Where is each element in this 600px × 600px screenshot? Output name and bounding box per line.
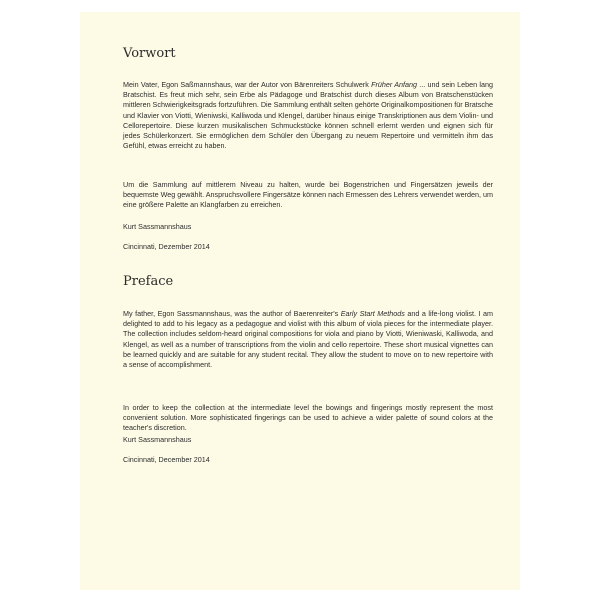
vorwort-p1-italic: Früher Anfang xyxy=(371,80,418,89)
preface-heading: Preface xyxy=(123,274,174,289)
document-page xyxy=(80,12,520,590)
vorwort-author: Kurt Sassmannshaus xyxy=(123,222,192,231)
preface-p1-text-a: My father, Egon Sassmannshaus, was the author of Baerenreiter's xyxy=(123,309,341,318)
vorwort-heading: Vorwort xyxy=(123,46,176,61)
preface-p1-text-b: and a life-long violist. I am delighted to add to his legacy as a pedagogue and violist with this album of viola pieces for the intermediate player. The collection includes seldom-heard original compositions for viola and piano by Viotti, Wieniwaski, Kalliwoda, and Klengel, as well as a number of transcriptions from the violin and cello repertoire. These short musical vignettes can be learned quickly and are suitable for any student recital. They allow the student to move on to new repertoire with a sense of accomplishment. xyxy=(123,309,493,370)
preface-paragraph-1 xyxy=(123,309,493,370)
preface-author: Kurt Sassmannshaus xyxy=(123,435,192,444)
vorwort-paragraph-1 xyxy=(123,80,493,151)
preface-place-date: Cincinnati, December 2014 xyxy=(123,455,210,464)
vorwort-p1-text-b: ... und sein Leben lang Bratschist. Es freut mich sehr, sein Erbe als Pädagoge und Bratschist durch dieses Album von Bratschenstücken mittleren Schwierigkeitsgrads fortzuführen. Die Sammlung enthält selten gehörte Originalkompositionen für Bratsche und Klavier von Viotti, Wieniwski, Kalliwoda und Klengel, darüber hinaus einige Transkriptionen aus dem Violin- und Cellorepertoire. Diese kurzen musikalischen Schmuckstücke können schnell erlernt werden und eignen sich für jedes Schülerkonzert. Sie ermöglichen dem Schüler den Übergang zu neuem Repertoire und vermitteln ihm das Gefühl, etwas erreicht zu haben. xyxy=(123,80,493,151)
vorwort-place-date: Cincinnati, Dezember 2014 xyxy=(123,242,210,251)
preface-paragraph-2: In order to keep the collection at the intermediate level the bowings and fingerings mostly represent the most convenient solution. More sophisticated fingerings can be used to achieve a wider palette of sound colors at the teacher's discretion. xyxy=(123,403,493,433)
vorwort-p1-text-a: Mein Vater, Egon Saßmannshaus, war der Autor von Bärenreiters Schulwerk xyxy=(123,80,372,89)
vorwort-paragraph-2: Um die Sammlung auf mittlerem Niveau zu halten, wurde bei Bogenstrichen und Fingersätzen jeweils der bequemste Weg gewählt. Anspruchsvollere Fingersätze können nach Ermessen des Lehrers verwendet werden, um eine größere Palette an Klangfarben zu erreichen. xyxy=(123,180,493,210)
preface-p1-italic: Early Start Methods xyxy=(340,309,405,318)
